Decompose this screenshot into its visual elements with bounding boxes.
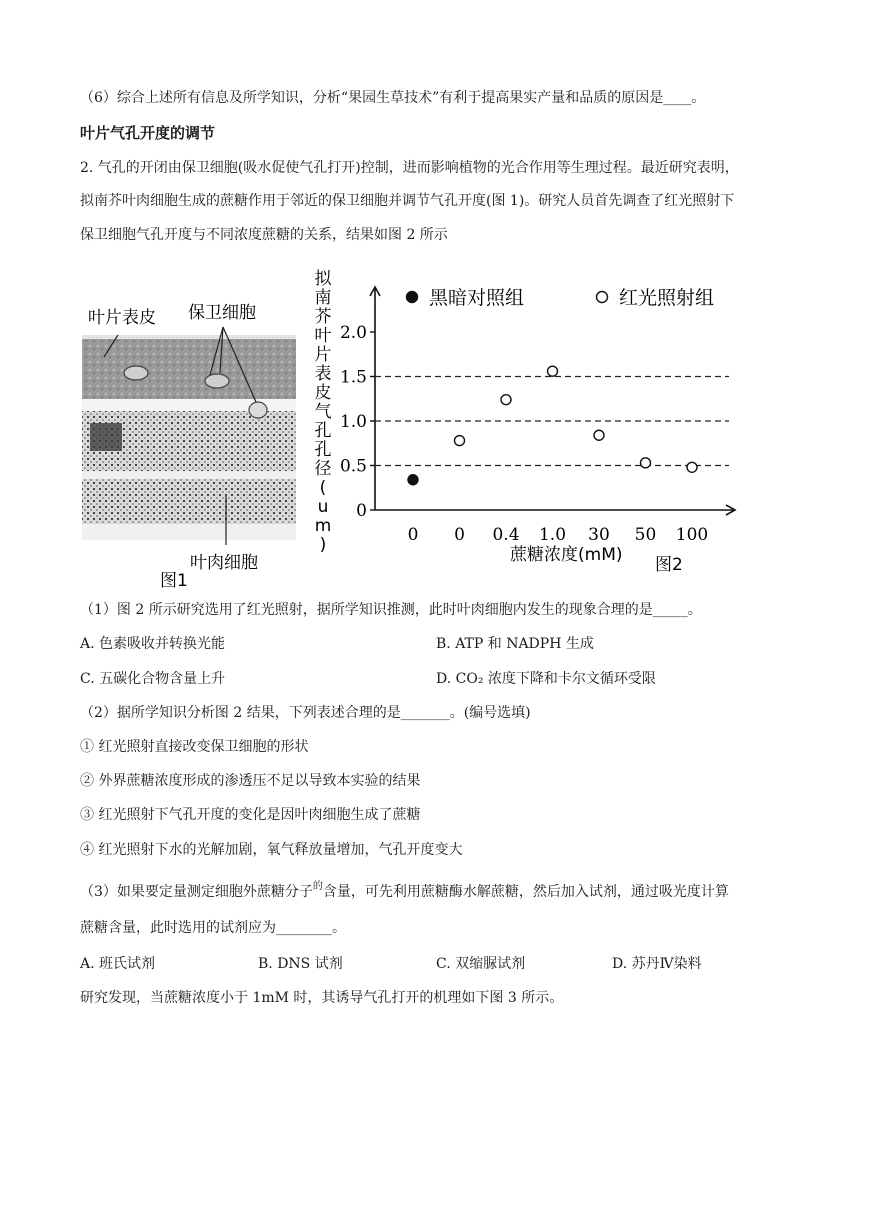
q2-item-1: ① 红光照射直接改变保卫细胞的形状 (80, 739, 309, 755)
figure-1-leaf-section (80, 295, 300, 590)
q2-intro-line-2: 拟南芥叶肉细胞生成的蔗糖作用于邻近的保卫细胞并调节气孔开度(图 1)。研究人员首先调查了红光照射下 (80, 193, 735, 209)
chart-y-label-char: 径 (314, 459, 332, 479)
chart-y-label-char: u (317, 497, 329, 517)
chart-legend-marker (597, 292, 608, 303)
chart-y-label-char: 气 (314, 402, 332, 422)
chart-x-tick-label: 30 (588, 525, 610, 545)
chart-y-label-char: 芥 (314, 307, 332, 327)
chart-y-axis-label (315, 269, 333, 555)
chart-y-label-char: m (314, 516, 332, 536)
chart-y-label-char: 表 (314, 364, 332, 384)
chart-legend-marker (407, 292, 418, 303)
chart-point-red-light (548, 366, 558, 376)
question-2: （2）据所学知识分析图 2 结果，下列表述合理的是_______。(编号选填) (80, 705, 531, 721)
q1-option-c: C. 五碳化合物含量上升 (80, 671, 226, 687)
closing-text: 研究发现，当蔗糖浓度小于 1mM 时，其诱导气孔打开的机理如下图 3 所示。 (80, 990, 564, 1006)
chart-y-tick-label: 0 (356, 501, 367, 521)
chart-x-tick-label: 50 (634, 525, 657, 545)
question-3-line-2: 蔗糖含量，此时选用的试剂应为________。 (80, 920, 346, 936)
q2-intro-line-1: 2. 气孔的开闭由保卫细胞(吸水促使气孔打开)控制，进而影响植物的光合作用等生理过程。最近研究表明， (80, 160, 739, 176)
q3-superscript: 的 (312, 881, 323, 892)
question-6: （6）综合上述所有信息及所学知识，分析“果园生草技术”有利于提高果实产量和品质的原因是____。 (80, 90, 706, 106)
question-1: （1）图 2 所示研究选用了红光照射，据所学知识推测，此时叶肉细胞内发生的现象合理的是_____。 (80, 602, 702, 618)
chart-x-axis-label: 蔗糖浓度(mM) (510, 545, 623, 565)
chart-point-red-light (594, 430, 604, 440)
fig1-label-guard-cell: 保卫细胞 (188, 303, 256, 323)
chart-y-tick-label: 1.0 (339, 412, 367, 432)
section-title: 叶片气孔开度的调节 (80, 124, 216, 142)
q3-option-b: B. DNS 试剂 (258, 956, 343, 972)
q1-option-d: D. CO₂ 浓度下降和卡尔文循环受限 (436, 671, 656, 687)
fig1-caption: 图1 (160, 571, 188, 590)
q3-option-d: D. 苏丹Ⅳ染料 (612, 956, 702, 972)
q2-item-2: ② 外界蔗糖浓度形成的渗透压不足以导致本实验的结果 (80, 773, 421, 789)
chart-y-label-char: 皮 (314, 383, 332, 403)
chart-y-label-char: 叶 (314, 326, 332, 346)
chart-x-tick-label: 1.0 (538, 525, 567, 545)
q3-option-a: A. 班氏试剂 (80, 956, 156, 972)
chart-y-label-char: ( (319, 478, 327, 498)
chart-legend-label: 红光照射组 (619, 287, 715, 309)
q3-text-b: 含量，可先利用蔗糖酶水解蔗糖，然后加入试剂，通过吸光度计算 (322, 884, 729, 900)
fig1-label-mesophyll: 叶肉细胞 (190, 553, 258, 573)
chart-y-label-char: 拟 (314, 269, 332, 289)
chart-y-label-char: 片 (314, 345, 332, 365)
chart-caption: 图2 (655, 555, 683, 575)
q2-intro-line-3: 保卫细胞气孔开度与不同浓度蔗糖的关系，结果如图 2 所示 (80, 227, 448, 243)
q1-option-b: B. ATP 和 NADPH 生成 (436, 636, 594, 652)
q3-option-c: C. 双缩脲试剂 (436, 956, 526, 972)
chart-y-tick-label: 0.5 (339, 456, 367, 477)
q2-item-3: ③ 红光照射下气孔开度的变化是因叶肉细胞生成了蔗糖 (80, 807, 421, 823)
chart-legend-label: 黑暗对照组 (429, 287, 525, 309)
fig1-label-epidermis: 叶片表皮 (88, 308, 156, 328)
chart-point-red-light (641, 458, 651, 468)
chart-y-label-char: 南 (314, 288, 332, 308)
chart-x-tick-label: 100 (675, 525, 709, 545)
chart-x-tick-label: 0.4 (492, 525, 520, 545)
chart-point-red-light (501, 395, 511, 405)
chart-y-label-char: ) (319, 535, 327, 555)
chart-y-label-char: 孔 (314, 440, 332, 460)
chart-point-dark-control (408, 475, 418, 485)
q2-item-4: ④ 红光照射下水的光解加剧，氧气释放量增加，气孔开度变大 (80, 842, 463, 858)
q3-text-a: （3）如果要定量测定细胞外蔗糖分子 (80, 884, 313, 900)
chart-y-tick-label: 1.5 (339, 367, 367, 388)
q1-option-a: A. 色素吸收并转换光能 (80, 636, 226, 652)
figure-2-chart (305, 262, 755, 582)
chart-y-label-char: 孔 (314, 421, 332, 441)
chart-x-tick-label: 0 (454, 525, 465, 545)
question-3-line-1 (80, 882, 729, 904)
chart-point-red-light (687, 462, 697, 472)
chart-point-red-light (455, 436, 465, 446)
chart-y-tick-label: 2.0 (339, 323, 367, 343)
chart-x-tick-label: 0 (407, 525, 419, 545)
